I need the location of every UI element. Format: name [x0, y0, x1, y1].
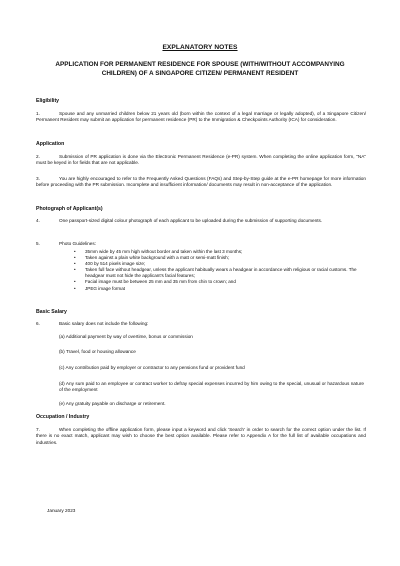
paragraph-text: Basic salary does not include the following: [59, 321, 149, 326]
bullet-icon: • [74, 261, 76, 267]
bullet-icon: • [74, 267, 76, 273]
document-subtitle: APPLICATION FOR PERMANENT RESIDENCE FOR SPOUSE (WITH/WITHOUT ACCOMPANYING CHILDREN) OF A SINGAPORE CITIZEN/ PERMANENT RESIDENT [55, 61, 345, 77]
document-title: EXPLANATORY NOTES [162, 44, 238, 51]
paragraph-3 [36, 176, 366, 189]
paragraph-number: 6. [36, 321, 40, 326]
list-item: • Taken against a plain white background with a matt or semi-matt finish; [74, 255, 230, 261]
paragraph-number: 1. [36, 111, 40, 116]
paragraph-number: 2. [36, 154, 40, 159]
heading-basic-salary: Basic Salary [36, 309, 67, 315]
paragraph-text: When completing the offline application form, please input a keyword and click 'Search' in order to search for the correct option under the list. If there is no exact match, applicant may wish to choose the best option available. Please refer to Appendix A for the full list of available occupations and industries. [36, 427, 366, 445]
paragraph-number: 7. [36, 427, 40, 432]
paragraph-number: 4. [36, 218, 40, 223]
footer-date: January 2023 [47, 508, 76, 513]
salary-item-a: (a) Additional payment by way of overtime, bonus or commission [59, 334, 193, 339]
list-item: • Facial image must be between 25 mm and 35 mm from chin to crown; and [74, 279, 236, 285]
heading-eligibility: Eligibility [36, 98, 60, 104]
paragraph-text: Spouse and any unmarried children below 21 years old (born within the context of a legal marriage or legally adopted), of a Singapore Citizen/ Permanent Resident may submit an application for permanent residence (PR) to the Immigration & Checkpoints Authority (ICA) for consideration. [36, 111, 366, 123]
paragraph-text: You are highly encouraged to refer to the Frequently Asked Questions (FAQs) and Step-by-Step guide at the e-PR homepage for more information before proceeding with the PR submission. Incomplete and insufficient information/ documents may result in non-acceptance of the application. [36, 176, 366, 188]
photo-guidelines-list [74, 249, 364, 292]
salary-item-b: (b) Travel, food or housing allowance [59, 349, 136, 354]
list-item: • Taken full face without headgear, unless the applicant habitually wears a headgear in accordance with religious or racial customs. The headgear must not hide the applicant's facial features; [74, 267, 357, 279]
paragraph-text: One passport-sized digital colour photograph of each applicant to be uploaded during the submission of supporting documents. [59, 218, 323, 223]
list-item: • JPEG image format [74, 285, 126, 291]
paragraph-1 [36, 111, 366, 124]
paragraph-5 [36, 241, 366, 247]
paragraph-7 [36, 427, 366, 446]
heading-photograph: Photograph of Applicant(s) [36, 206, 103, 212]
salary-item-e: (e) Any gratuity payable on discharge or retirement. [59, 401, 166, 406]
paragraph-2 [36, 154, 366, 167]
bullet-icon: • [74, 285, 76, 291]
paragraph-text: Submission of PR application is done via the Electronic Permanent Residence (e-PR) system. When completing the online application form, "NA" must be keyed in for fields that are not applicable. [36, 154, 366, 166]
list-item: • 35mm wide by 45 mm high without border and taken within the last 3 months; [74, 249, 243, 254]
paragraph-text: Photo Guidelines: [59, 241, 97, 246]
heading-application: Application [36, 141, 65, 147]
bullet-icon: • [74, 249, 76, 254]
heading-occupation-industry: Occupation / Industry [36, 414, 90, 420]
bullet-icon: • [74, 255, 76, 261]
paragraph-4 [36, 218, 366, 224]
paragraph-6 [36, 321, 366, 327]
bullet-icon: • [74, 279, 76, 285]
salary-item-c: (c) Any contribution paid by employer or contractor to any pensions fund or provident fund [59, 365, 245, 370]
list-item: • 400 by 514 pixels image size; [74, 261, 146, 267]
salary-item-d: (d) Any sum paid to an employee or contract worker to defray special expenses incurred by him owing to the special, unusual or hazardous nature of the employment [59, 381, 364, 393]
paragraph-number: 5. [36, 241, 40, 246]
paragraph-number: 3. [36, 176, 40, 181]
